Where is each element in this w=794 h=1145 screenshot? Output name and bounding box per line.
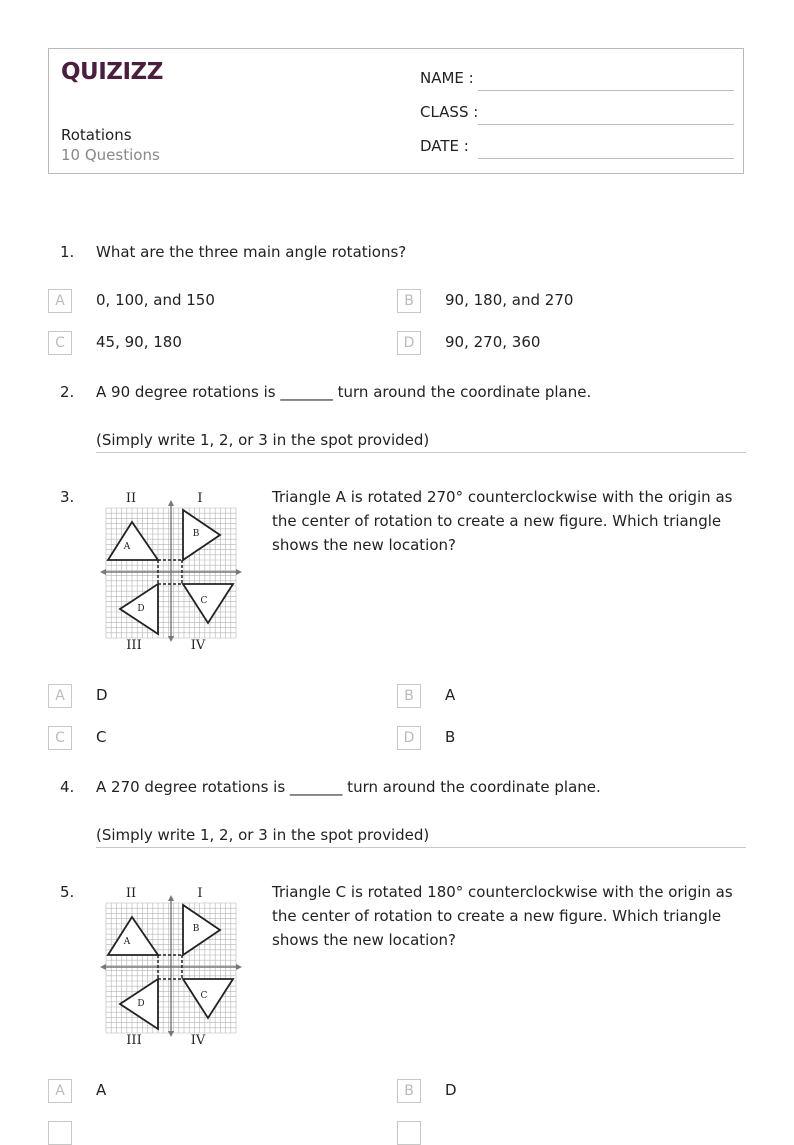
- triangle-a-label: A: [123, 937, 131, 947]
- option-text: C: [96, 728, 107, 746]
- question-2-subtext: (Simply write 1, 2, or 3 in the spot provided): [96, 431, 430, 449]
- option-letter: C: [48, 331, 72, 355]
- option-letter-box: [48, 1121, 72, 1145]
- question-2-text: A 90 degree rotations is _______ turn around the coordinate plane.: [96, 383, 592, 401]
- question-5-number: 5.: [60, 883, 75, 901]
- arrow-icon: [168, 500, 174, 506]
- quadrant-iii-label: III: [126, 1033, 142, 1048]
- quadrant-iv-label: IV: [190, 638, 206, 653]
- arrow-icon: [236, 569, 242, 575]
- triangle-c-label: C: [200, 991, 208, 1001]
- triangle-a: [108, 522, 158, 560]
- class-line[interactable]: [478, 124, 734, 125]
- option-letter: A: [48, 1079, 72, 1103]
- question-4-number: 4.: [60, 778, 75, 796]
- option-text: A: [445, 686, 456, 704]
- name-line[interactable]: [478, 90, 734, 91]
- question-1-text: What are the three main angle rotations?: [96, 243, 407, 261]
- arrow-icon: [236, 964, 242, 970]
- option-letter: D: [397, 331, 421, 355]
- triangle-a-label: A: [123, 542, 131, 552]
- date-field[interactable]: [420, 133, 734, 159]
- question-4-text: A 270 degree rotations is _______ turn around the coordinate plane.: [96, 778, 601, 796]
- triangle-b: [183, 905, 220, 955]
- option-text: 45, 90, 180: [96, 333, 182, 351]
- triangle-d-label: D: [137, 999, 145, 1009]
- class-label: CLASS :: [420, 103, 479, 121]
- triangle-d-label: D: [137, 604, 145, 614]
- option-letter-box: [397, 1121, 421, 1145]
- triangle-b-label: B: [192, 924, 200, 934]
- quadrant-ii-label: II: [125, 491, 137, 506]
- option-letter: B: [397, 684, 421, 708]
- worksheet-header: [48, 48, 744, 174]
- quadrant-iii-label: III: [126, 638, 142, 653]
- class-field[interactable]: [420, 99, 734, 125]
- coordinate-plane-figure: [96, 486, 246, 654]
- quadrant-ii-label: II: [125, 886, 137, 901]
- arrow-icon: [168, 636, 174, 642]
- quadrant-iv-label: IV: [190, 1033, 206, 1048]
- option-text: B: [445, 728, 456, 746]
- option-letter: D: [397, 726, 421, 750]
- answer-line[interactable]: [96, 452, 746, 453]
- date-line[interactable]: [478, 158, 734, 159]
- answer-line[interactable]: [96, 847, 746, 848]
- quadrant-i-label: I: [197, 886, 203, 901]
- coordinate-plane-figure: [96, 881, 246, 1049]
- question-count: 10 Questions: [61, 146, 160, 164]
- arrow-icon: [168, 895, 174, 901]
- arrow-icon: [168, 1031, 174, 1037]
- question-5-text: Triangle C is rotated 180° counterclockwise with the origin as the center of rotation to create a new figure. Which triangle shows the new location?: [272, 883, 733, 949]
- date-label: DATE :: [420, 137, 469, 155]
- triangle-b-label: B: [192, 529, 200, 539]
- quizizz-logo: QUIZIZZ: [61, 59, 163, 85]
- arrow-icon: [100, 569, 106, 575]
- question-2-number: 2.: [60, 383, 75, 401]
- option-text: 90, 180, and 270: [445, 291, 574, 309]
- option-letter: A: [48, 684, 72, 708]
- question-3-number: 3.: [60, 488, 75, 506]
- arrow-icon: [100, 964, 106, 970]
- question-3-text: Triangle A is rotated 270° counterclockwise with the origin as the center of rotation to create a new figure. Which triangle shows the new location?: [272, 488, 733, 554]
- question-4-subtext: (Simply write 1, 2, or 3 in the spot provided): [96, 826, 430, 844]
- option-text: A: [96, 1081, 107, 1099]
- question-1-number: 1.: [60, 243, 75, 261]
- worksheet-title: Rotations: [61, 126, 132, 144]
- option-letter: B: [397, 1079, 421, 1103]
- quadrant-i-label: I: [197, 491, 203, 506]
- option-text: D: [445, 1081, 457, 1099]
- triangle-b: [183, 510, 220, 560]
- triangle-a: [108, 917, 158, 955]
- option-text: 0, 100, and 150: [96, 291, 215, 309]
- option-letter: B: [397, 289, 421, 313]
- option-text: D: [96, 686, 108, 704]
- option-text: 90, 270, 360: [445, 333, 541, 351]
- triangle-c-label: C: [200, 596, 208, 606]
- name-field[interactable]: [420, 65, 734, 91]
- option-letter: A: [48, 289, 72, 313]
- option-letter: C: [48, 726, 72, 750]
- name-label: NAME :: [420, 69, 474, 87]
